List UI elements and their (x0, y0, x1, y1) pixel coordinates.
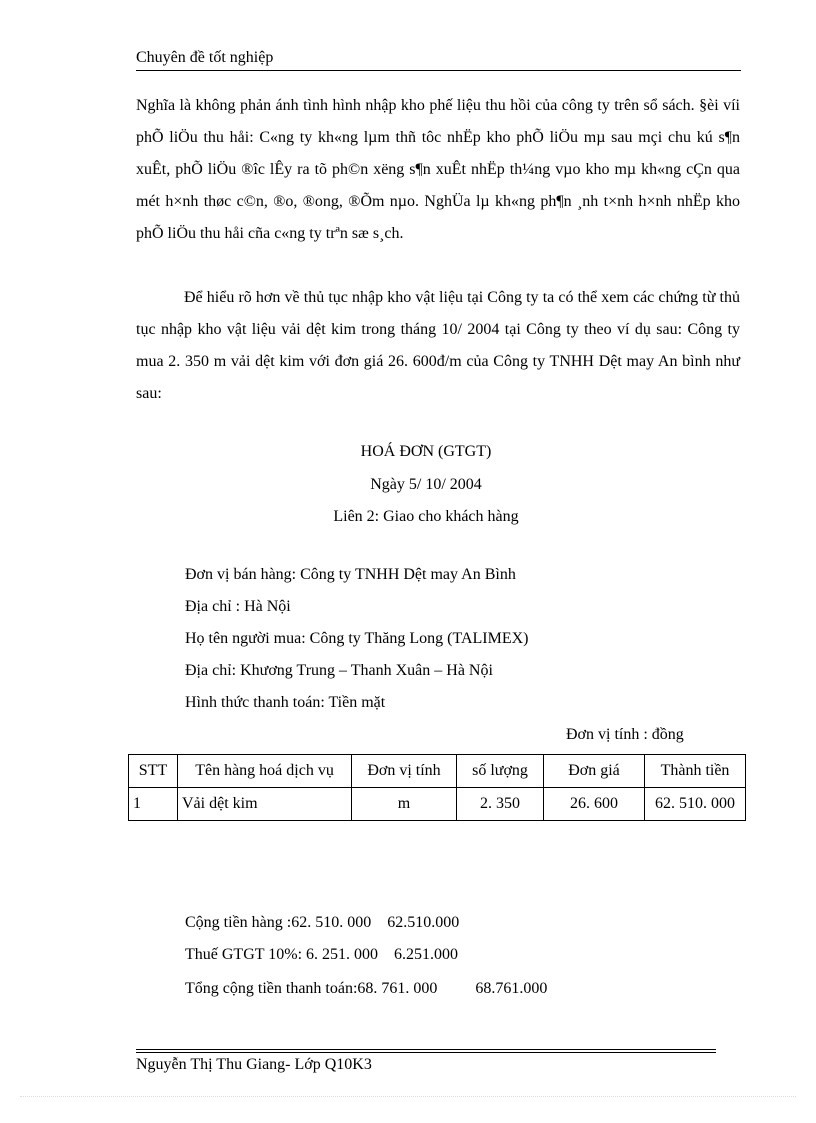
paragraph-2: Để hiểu rõ hơn về thủ tục nhập kho vật liệu tại Công ty ta có thể xem các chứng từ thủ tục nhập kho vật liệu vải dệt kim trong tháng 10/ 2004 tại Công ty theo ví dụ sau: Công ty mua 2. 350 m vải dệt kim với đơn giá 26. 600đ/m của Công ty TNHH Dệt may An bình như sau: (136, 289, 740, 402)
page-header-title: Chuyên đề tốt nghiệp (136, 49, 274, 66)
cell-unit: m (352, 788, 457, 821)
footer-rule-top (136, 1049, 716, 1050)
payment-method-line: Hình thức thanh toán: Tiền mặt (185, 694, 386, 711)
cell-quantity: 2. 350 (457, 788, 544, 821)
total-goods-label: Cộng tiền hàng :62. 510. 000 (185, 914, 372, 931)
vat-label: Thuế GTGT 10%: 6. 251. 000 (185, 946, 379, 963)
col-header-unit: Đơn vị tính (352, 755, 457, 788)
buyer-address-line: Địa chỉ: Khương Trung – Thanh Xuân – Hà Nội (185, 662, 493, 679)
seller-address-line: Địa chỉ : Hà Nội (185, 598, 291, 615)
cell-stt: 1 (129, 788, 178, 821)
total-goods-line (185, 914, 459, 932)
grand-total-line (185, 980, 547, 998)
col-header-amount: Thành tiền (645, 755, 746, 788)
invoice-copy: Liên 2: Giao cho khách hàng (333, 508, 519, 525)
header-rule (136, 70, 741, 71)
vat-line (185, 946, 458, 964)
paragraph-1: Nghĩa là không phản ánh tình hình nhập kho phế liệu thu hồi của công ty trên sổ sách. §èi víi phÕ liÖu thu håi: C«ng ty kh«ng lµm thñ tôc nhËp kho phÕ liÖu mµ sau mçi chu kú s¶n xuÊt, phÕ liÖu ®îc lÊy ra tõ ph©n xëng s¶n xuÊt nhËp th¼ng vµo kho mµ kh«ng cÇn qua mét h×nh thøc c©n, ®o, ®ong, ®Õm nµo. NghÜa lµ kh«ng ph¶n ¸nh t×nh h×nh nhËp kho phÕ liÖu thu håi cña c«ng ty trªn sæ s¸ch. (136, 97, 740, 242)
grand-total-value: 68.761.000 (475, 980, 548, 997)
currency-unit: Đơn vị tính : đồng (566, 726, 684, 743)
col-header-item: Tên hàng hoá dịch vụ (178, 755, 352, 788)
page-bottom-border (20, 1096, 796, 1097)
col-header-quantity: số lượng (457, 755, 544, 788)
invoice-title: HOÁ ĐƠN (GTGT) (360, 443, 492, 460)
cell-unit-price: 26. 600 (544, 788, 645, 821)
invoice-date: Ngày 5/ 10/ 2004 (370, 476, 482, 493)
vat-value: 6.251.000 (394, 946, 459, 963)
invoice-table-header (129, 755, 746, 788)
col-header-unit-price: Đơn giá (544, 755, 645, 788)
invoice-table (128, 754, 746, 821)
footer-author: Nguyễn Thị Thu Giang- Lớp Q10K3 (136, 1056, 372, 1073)
footer-rule-bottom (136, 1052, 716, 1053)
seller-line: Đơn vị bán hàng: Công ty TNHH Dệt may An Bình (185, 566, 516, 583)
buyer-line: Họ tên người mua: Công ty Thăng Long (TALIMEX) (185, 630, 529, 647)
cell-item: Vải dệt kim (178, 788, 352, 821)
table-row (129, 788, 746, 821)
total-goods-value: 62.510.000 (387, 914, 460, 931)
cell-amount: 62. 510. 000 (645, 788, 746, 821)
grand-total-label: Tổng cộng tiền thanh toán:68. 761. 000 (185, 980, 438, 997)
col-header-stt: STT (129, 755, 178, 788)
